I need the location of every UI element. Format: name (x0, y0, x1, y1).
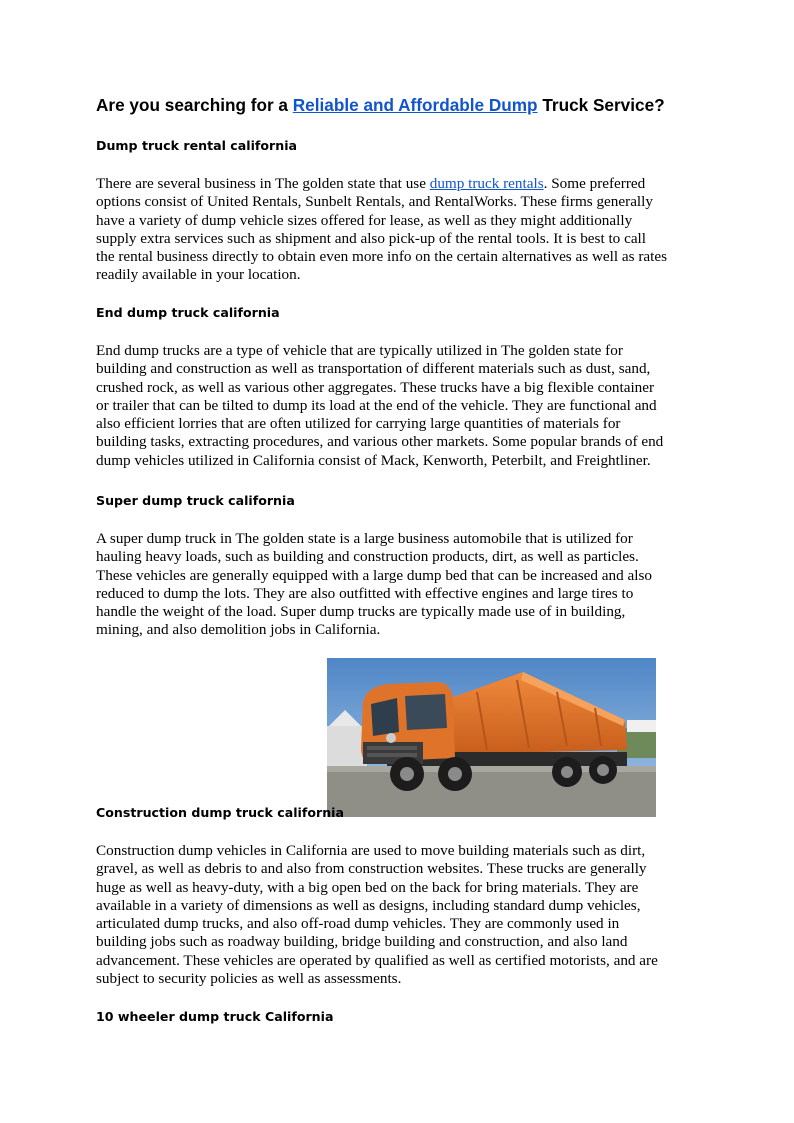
paragraph-line: or trailer that can be tilted to dump its load at the end of the vehicle. They are functional and (96, 396, 657, 414)
paragraph-line: articulated dump trucks, and also off-road dump vehicles. They are commonly used in (96, 915, 620, 933)
paragraph-line: have a variety of dump vehicle sizes offered for lease, as well as they might additionally (96, 211, 633, 229)
paragraph-line: huge as well as heavy-duty, with a big open bed on the back for bring materials. They are (96, 878, 639, 896)
dump-truck-illustration (327, 658, 656, 817)
section-paragraph-construction (96, 842, 708, 988)
section-heading-construction: Construction dump truck california (96, 805, 345, 820)
paragraph-line: building and construction as well as transportation of different materials such as dust, sand, (96, 360, 651, 378)
paragraph-line: building tasks, extracting procedures, and various other markets. Some popular brands of end (96, 433, 664, 451)
section-heading-ten-wheeler: 10 wheeler dump truck California (96, 1009, 334, 1024)
paragraph-line: hauling heavy loads, such as building and construction products, dirt, as well as particles. (96, 548, 639, 566)
paragraph-line: These vehicles are generally equipped with a large dump bed that can be increased and also (96, 566, 652, 584)
title-text-before: Are you searching for a (96, 95, 293, 115)
paragraph-line: available in a variety of dimensions as well as designs, including standard dump vehicles, (96, 896, 641, 914)
paragraph-line: mining, and also demolition jobs in California. (96, 621, 381, 639)
paragraph-line: the rental business directly to obtain even more info on the certain alternatives as well as rates (96, 248, 668, 266)
paragraph-line: advancement. These vehicles are operated by qualified as well as certified motorists, and are (96, 951, 658, 969)
paragraph-line: also efficient lorries that are often utilized for carrying large quantities of materials for (96, 415, 621, 433)
paragraph-line: A super dump truck in The golden state is a large business automobile that is utilized for (96, 530, 633, 547)
paragraph-line: Construction dump vehicles in California are used to move building materials such as dirt, (96, 842, 646, 859)
paragraph-line: reduced to dump the lots. They are also outfitted with effective engines and large tires to (96, 584, 634, 602)
paragraph-line: dump vehicles utilized in California consist of Mack, Kenworth, Peterbilt, and Freightliner. (96, 451, 651, 469)
paragraph-line: readily available in your location. (96, 266, 301, 284)
paragraph-line: subject to security policies as well as assessments. (96, 970, 402, 988)
paragraph-line: End dump trucks are a type of vehicle that are typically utilized in The golden state for (96, 342, 623, 359)
section-paragraph-end-dump (96, 342, 708, 470)
section-heading-super-dump: Super dump truck california (96, 493, 295, 508)
paragraph-line: supply extra services such as shipment and also pick-up of the rental tools. It is best to call (96, 229, 646, 247)
line-text: . Some preferred (543, 175, 646, 192)
section-paragraph-super-dump (96, 530, 708, 640)
section-paragraph-rental (96, 175, 708, 285)
page-title (96, 94, 736, 116)
dump-truck-rentals-link[interactable]: dump truck rentals (429, 175, 544, 192)
paragraph-line: options consist of United Rentals, Sunbelt Rentals, and RentalWorks. These firms generally (96, 193, 653, 211)
paragraph-line: building jobs such as roadway building, bridge building and construction, and also land (96, 933, 628, 951)
paragraph-line: gravel, as well as debris to and also from construction websites. These trucks are generally (96, 860, 647, 878)
paragraph-line: handle the weight of the load. Super dump trucks are typically made use of in building, (96, 603, 626, 621)
line-text: There are several business in The golden state that use (96, 175, 430, 192)
title-text-after: Truck Service? (537, 95, 665, 115)
paragraph-line (96, 175, 708, 193)
section-heading-end-dump: End dump truck california (96, 305, 280, 320)
title-link[interactable]: Reliable and Affordable Dump (292, 95, 538, 115)
paragraph-line: crushed rock, as well as various other aggregates. These trucks have a big flexible container (96, 378, 655, 396)
section-heading-rental: Dump truck rental california (96, 138, 298, 153)
dump-truck-photo (327, 658, 656, 817)
